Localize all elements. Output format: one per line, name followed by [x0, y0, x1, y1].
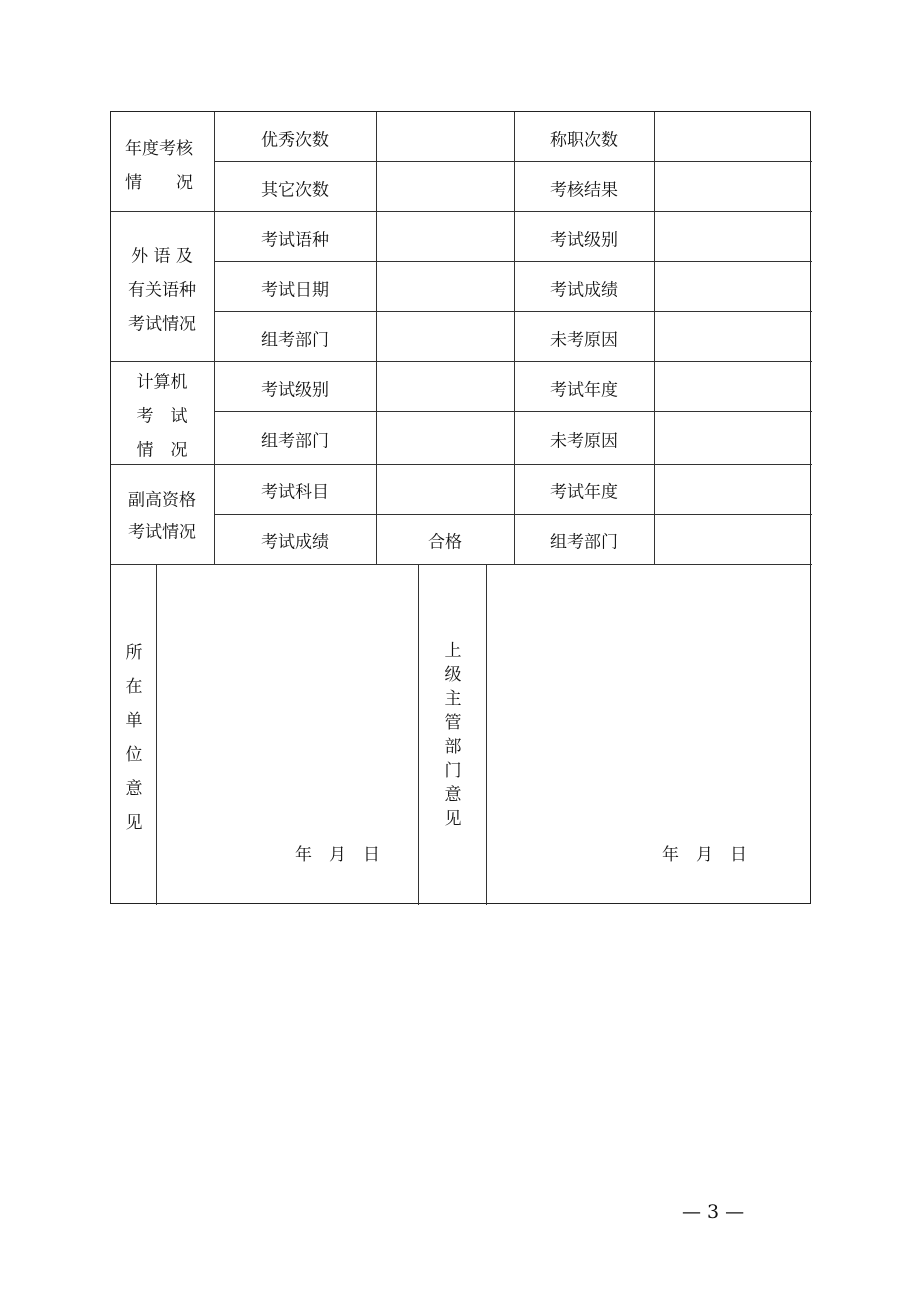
- unit-opinion-label: 所在单位意见: [125, 643, 143, 833]
- page-number: — 3 —: [682, 1201, 745, 1223]
- row-line: [214, 514, 812, 515]
- section-line: [111, 564, 812, 565]
- section-line: [111, 211, 812, 212]
- field-label: 考试科目: [261, 482, 329, 503]
- superior-opinion-date: 年 月 日: [662, 845, 747, 865]
- field-label: 考试级别: [261, 380, 329, 401]
- field-label: 考核结果: [550, 180, 618, 201]
- section-title-senior: 考试情况: [128, 522, 196, 543]
- field-label: 考试日期: [261, 280, 329, 301]
- col-line: [418, 564, 419, 905]
- field-label: 优秀次数: [261, 130, 329, 151]
- field-label: 其它次数: [261, 180, 329, 201]
- unit-opinion-date: 年 月 日: [295, 845, 380, 865]
- section-title-computer: 考 试: [136, 406, 188, 427]
- field-label: 组考部门: [261, 330, 329, 351]
- field-label: 组考部门: [261, 431, 329, 452]
- section-line: [111, 464, 812, 465]
- field-value[interactable]: 合格: [428, 532, 462, 553]
- section-title-senior: 副高资格: [128, 490, 196, 511]
- row-line: [214, 411, 812, 412]
- superior-opinion-label: 上级主管部门意见: [444, 641, 462, 829]
- field-label: 考试语种: [261, 230, 329, 251]
- row-line: [214, 311, 812, 312]
- row-line: [214, 161, 812, 162]
- col-line: [376, 112, 377, 564]
- section-title-foreign: 考试情况: [128, 314, 196, 335]
- col-line: [486, 564, 487, 905]
- field-label: 考试成绩: [550, 280, 618, 301]
- field-label: 未考原因: [550, 431, 618, 452]
- col-line: [156, 564, 157, 905]
- field-label: 称职次数: [550, 130, 618, 151]
- field-label: 考试年度: [550, 380, 618, 401]
- col-line: [654, 112, 655, 564]
- field-label: 未考原因: [550, 330, 618, 351]
- section-title-annual: 年度考核: [125, 139, 193, 159]
- field-label: 考试年度: [550, 482, 618, 503]
- row-line: [214, 261, 812, 262]
- field-label: 考试成绩: [261, 532, 329, 553]
- section-line: [111, 361, 812, 362]
- section-title-computer: 计算机: [136, 372, 188, 393]
- section-title-computer: 情 况: [136, 440, 188, 461]
- field-label: 考试级别: [550, 230, 618, 251]
- section-title-foreign: 有关语种: [128, 280, 196, 301]
- field-label: 组考部门: [550, 532, 618, 553]
- section-title-foreign: 外 语 及: [131, 246, 193, 267]
- section-title-annual: 情 况: [125, 173, 193, 193]
- col-line: [514, 112, 515, 564]
- form-table: [110, 111, 811, 904]
- col-line: [214, 112, 215, 564]
